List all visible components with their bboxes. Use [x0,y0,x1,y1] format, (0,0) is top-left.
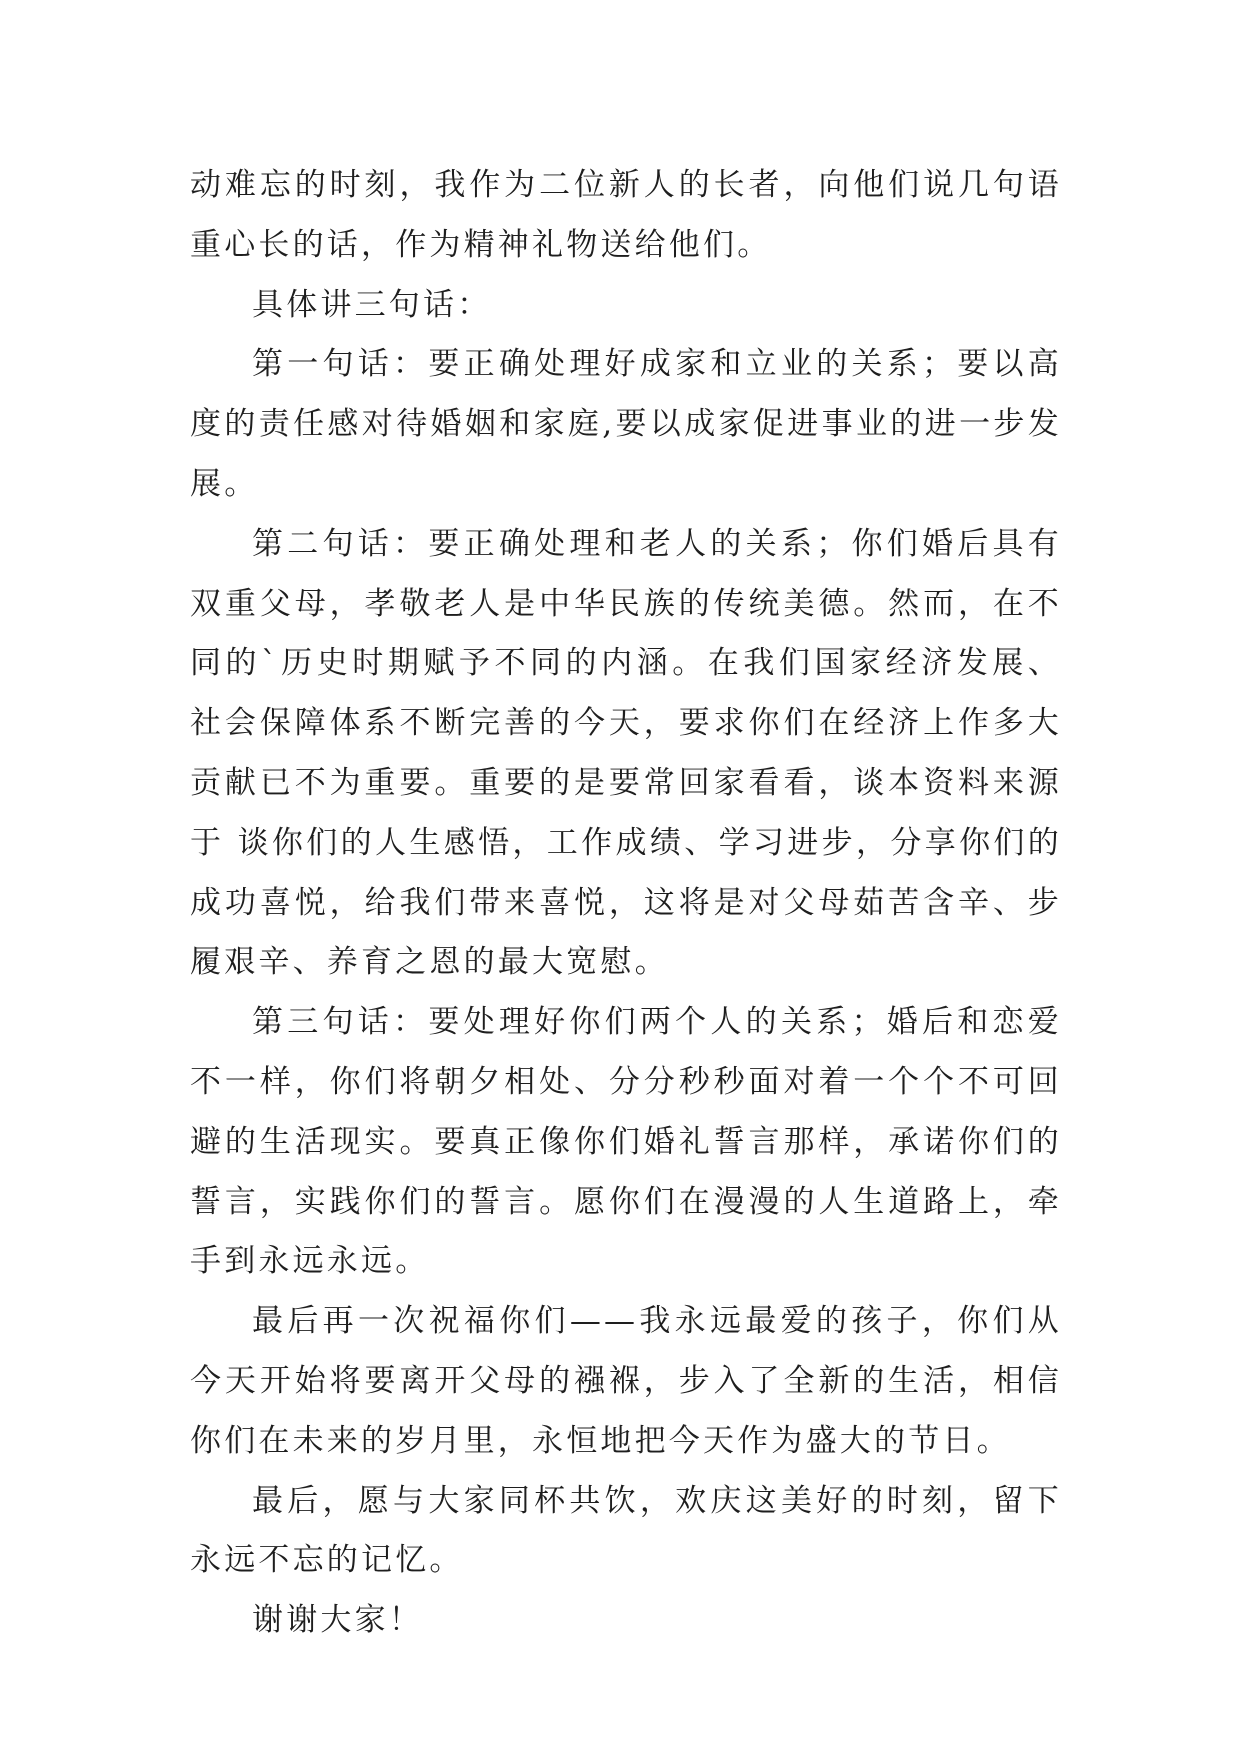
paragraph-first-point: 第一句话：要正确处理好成家和立业的关系；要以高度的责任感对待婚姻和家庭,要以成家促进事业的进一步发展。 [190,346,1062,502]
paragraph-second-point: 第二句话：要正确处理和老人的关系；你们婚后具有双重父母，孝敬老人是中华民族的传统美德。然而，在不同的`历史时期赋予不同的内涵。在我们国家经济发展、社会保障体系不断完善的今天，要求你们在经济上作多大贡献已不为重要。重要的是要常回家看看，谈本资料来源于 谈你们的人生感悟，工作成绩、学习进步，分享你们的成功喜悦，给我们带来喜悦，这将是对父母茹苦含辛、步履艰辛、养育之恩的最大宽慰。 [190,525,1062,981]
paragraph-toast: 最后，愿与大家同杯共饮，欢庆这美好的时刻，留下永远不忘的记忆。 [190,1482,1062,1579]
document-body [190,156,1062,1651]
paragraph-continued: 动难忘的时刻，我作为二位新人的长者，向他们说几句语重心长的话，作为精神礼物送给他们。 [190,167,1062,263]
paragraph-intro: 具体讲三句话： [252,286,492,323]
paragraph-blessing: 最后再一次祝福你们——我永远最爱的孩子，你们从今天开始将要离开父母的襁褓，步入了全新的生活，相信你们在未来的岁月里，永恒地把今天作为盛大的节日。 [190,1303,1062,1459]
paragraph-thanks: 谢谢大家！ [252,1602,423,1639]
paragraph-third-point: 第三句话：要处理好你们两个人的关系；婚后和恋爱不一样，你们将朝夕相处、分分秒秒面对着一个个不可回避的生活现实。要真正像你们婚礼誓言那样，承诺你们的誓言，实践你们的誓言。愿你们在漫漫的人生道路上，牵手到永远永远。 [190,1004,1062,1280]
